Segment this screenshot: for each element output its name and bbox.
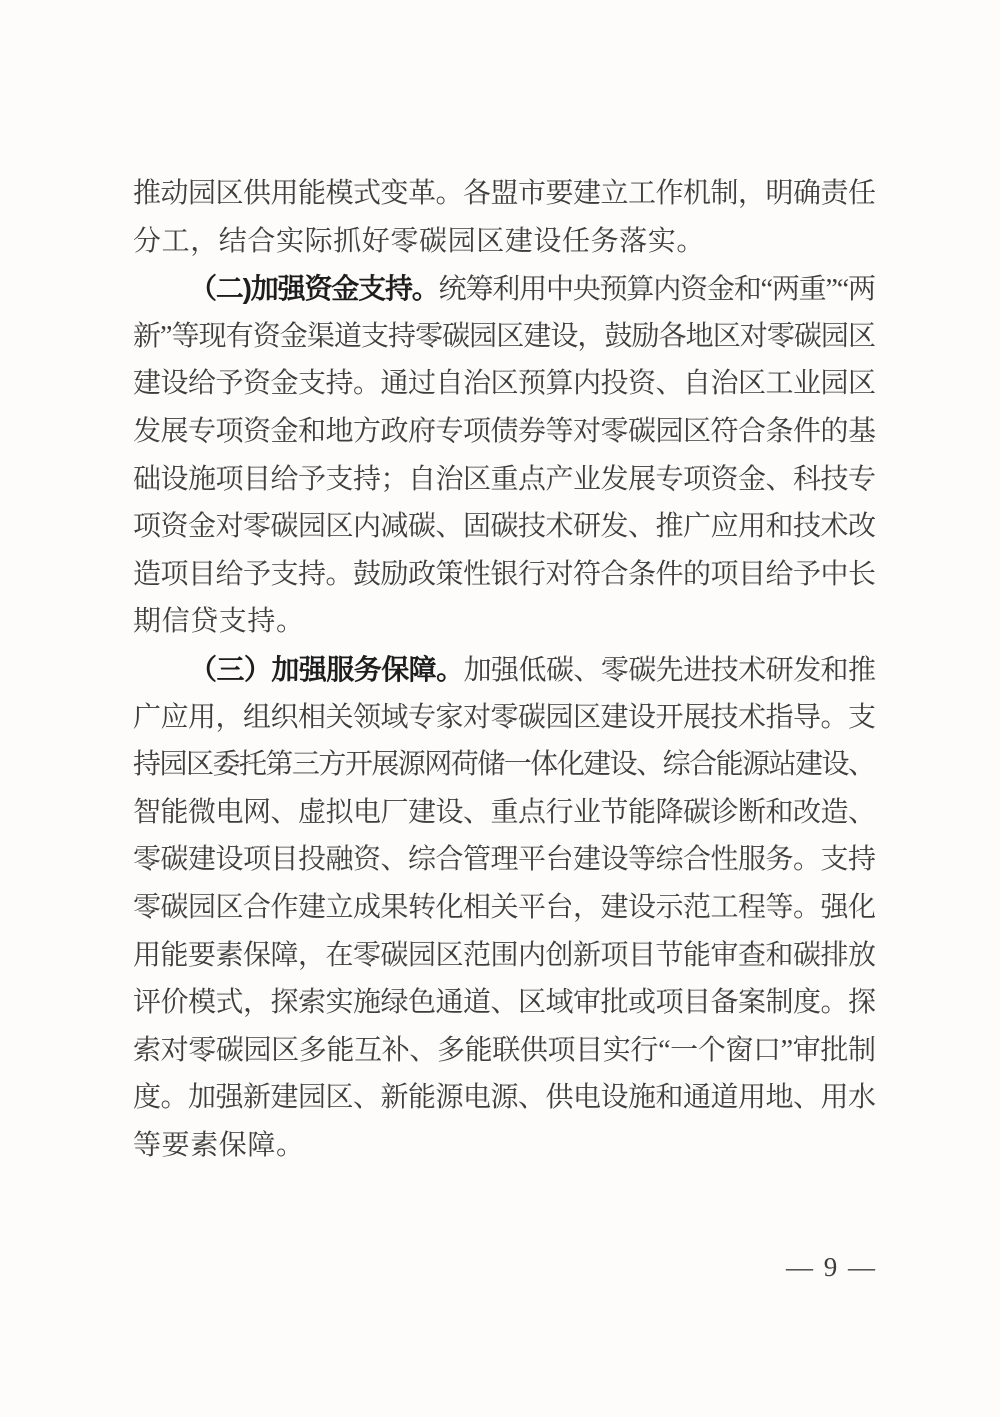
- text-line: 持园区委托第三方开展源网荷储一体化建设、综合能源站建设、: [133, 749, 875, 781]
- text-line: 等要素保障。: [133, 1129, 305, 1161]
- text-line: 项资金对零碳园区内减碳、固碳技术研发、推广应用和技术改: [133, 511, 876, 543]
- text-line: （二)加强资金支持。统筹利用中央预算内资金和“两重”“两: [189, 273, 875, 306]
- text-line: 发展专项资金和地方政府专项债券等对零碳园区符合条件的基: [133, 415, 876, 447]
- text-line: （三）加强服务保障。加强低碳、零碳先进技术研发和推: [189, 653, 876, 686]
- text-line: 度。加强新建园区、新能源电源、供电设施和通道用地、用水: [133, 1082, 876, 1114]
- text-line: 评价模式，探索实施绿色通道、区域审批或项目备案制度。探: [133, 987, 876, 1019]
- paragraphs: [133, 170, 876, 1169]
- text-line: 广应用，组织相关领域专家对零碳园区建设开展技术指导。支: [133, 701, 876, 733]
- text-line: 建设给予资金支持。通过自治区预算内投资、自治区工业园区: [133, 368, 876, 400]
- section-heading: （三）加强服务保障。: [189, 653, 464, 685]
- paragraph: [133, 170, 876, 265]
- text-line: 推动园区供用能模式变革。各盟市要建立工作机制，明确责任: [133, 178, 876, 209]
- text-line: 零碳园区合作建立成果转化相关平台，建设示范工程等。强化: [133, 891, 876, 923]
- section-heading: （二)加强资金支持。: [189, 273, 439, 305]
- text-line: 索对零碳园区多能互补、多能联供项目实行“一个窗口”审批制: [133, 1034, 876, 1066]
- text-line: 分工，结合实际抓好零碳园区建设任务落实。: [133, 225, 706, 257]
- body-text-block: [133, 170, 876, 1169]
- paragraph: [133, 265, 876, 646]
- text-line: 期信贷支持。: [133, 606, 305, 638]
- text-line: 造项目给予支持。鼓励政策性银行对符合条件的项目给予中长: [133, 558, 876, 590]
- text-line: 础设施项目给予支持；自治区重点产业发展专项资金、科技专: [133, 463, 876, 495]
- text-line: 用能要素保障，在零碳园区范围内创新项目节能审查和碳排放: [133, 939, 876, 971]
- text-line: 新”等现有资金渠道支持零碳园区建设，鼓励各地区对零碳园区: [133, 320, 876, 352]
- paragraph: [133, 646, 876, 1170]
- page-number: — 9 —: [786, 1252, 877, 1282]
- text-line: 智能微电网、虚拟电厂建设、重点行业节能降碳诊断和改造、: [133, 796, 876, 828]
- text-line: 零碳建设项目投融资、综合管理平台建设等综合性服务。支持: [133, 844, 876, 876]
